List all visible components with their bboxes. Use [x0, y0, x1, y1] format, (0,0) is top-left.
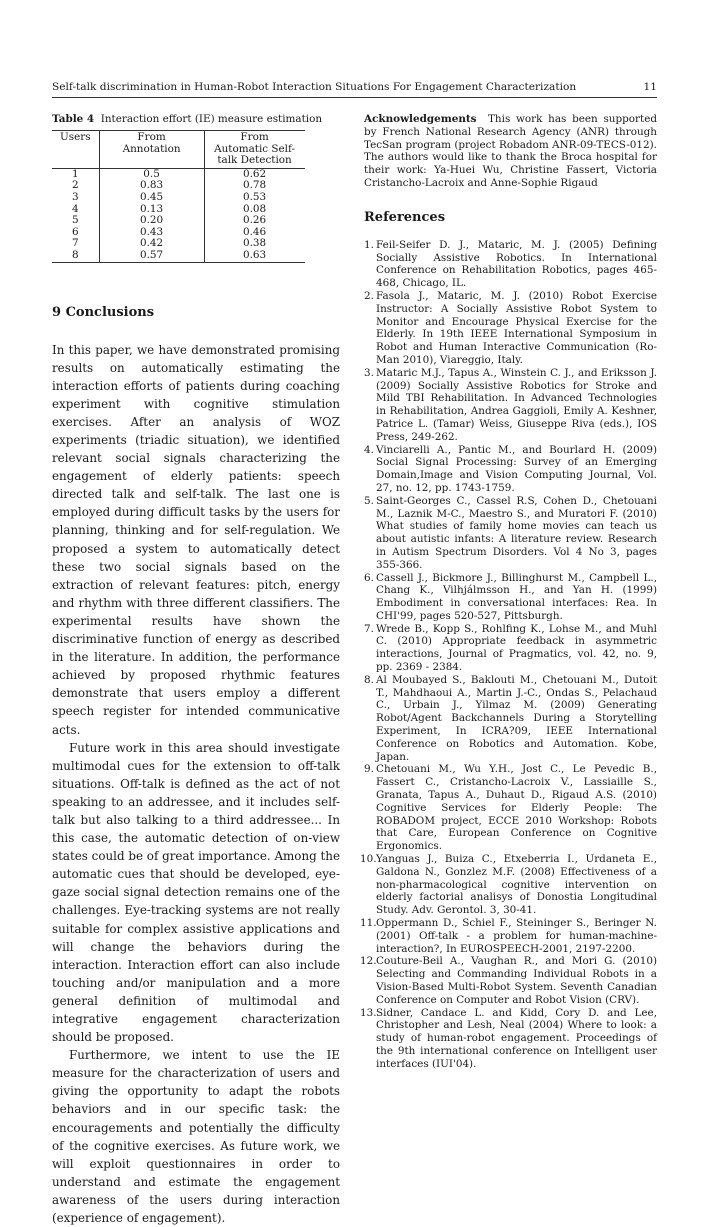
- table-cell: 0.43: [99, 227, 204, 239]
- running-header: [52, 80, 657, 96]
- reference-number: 9.: [364, 763, 374, 776]
- acknowledgements-heading: Acknowledgements: [364, 113, 477, 125]
- reference-item: [364, 623, 657, 674]
- reference-item: [364, 495, 657, 572]
- table-cell: 0.57: [99, 250, 204, 262]
- table-cell: 0.46: [242, 225, 267, 238]
- reference-number: 3.: [364, 366, 374, 379]
- reference-item: [364, 444, 657, 495]
- table-cell: 0.63: [204, 250, 305, 262]
- col-header-automatic: From Automatic Self-talk Detection: [204, 131, 305, 169]
- reference-text: Fasola J., Mataric, M. J. (2010) Robot Exercise Instructor: A Socially Assistive Robot System to Monitor and Encourage Physical Exercise for the Elderly. In 19th IEEE International Symposium in Robot and Human Interactive Communication (Ro-Man 2010), Viareggio, Italy.: [376, 289, 657, 366]
- reference-number: 1.: [364, 238, 374, 251]
- acknowledgements-text: This work has been supported by French National Research Agency (ANR) through TecSan program (project Robadom ANR-09-TECS-012). The authors would like to thank the Broca hospital for their work: Ya-Huei Wu, Christine Fassert, Victoria Cristancho-Lacroix and Anne-Sophie Rigaud: [364, 113, 657, 189]
- table-row: [52, 192, 305, 204]
- reference-text: Oppermann D., Schiel F., Steininger S., Beringer N. (2001) Off-talk - a problem for human-machine-interaction?, In EUROSPEECH-2001, 2197-2200.: [376, 917, 657, 955]
- reference-number: 8.: [364, 673, 374, 686]
- reference-item: [364, 239, 657, 290]
- table-cell: 1: [52, 168, 99, 180]
- reference-text: Vinciarelli A., Pantic M., and Bourlard H. (2009) Social Signal Processing: Survey of an Emerging Domain,Image and Vision Computing Journal, Vol. 27, no. 12, pp. 1743-1759.: [376, 443, 657, 494]
- table-cell: 0.38: [242, 237, 267, 250]
- table-cell: 0.13: [99, 204, 204, 216]
- reference-number: 11.: [360, 917, 377, 930]
- conclusions-paragraph-3: Furthermore, we intent to use the IE measure for the characterization of users and giving the opportunity to adapt the robots behaviors and in our specific task: the encouragements and potentially the difficulty of the cognitive exercises. As future work, we will exploit questionnaires in order to understand and estimate the engagement awareness of the users during interaction (experience of engagement).: [52, 1048, 340, 1226]
- col-header-users: Users: [52, 131, 99, 169]
- reference-text: Sidner, Candace L. and Kidd, Cory D. and Lee, Christopher and Lesh, Neal (2004) Where to look: a study of human-robot engagement. Proceedings of the 9th international conference on Intelligent user interfaces (IUI'04).: [376, 1006, 657, 1070]
- table-cell: 3: [52, 192, 99, 204]
- table-row: [52, 250, 305, 262]
- reference-item: [360, 955, 657, 1006]
- table-cell: 0.53: [242, 190, 267, 203]
- table-cell: 0.45: [99, 192, 204, 204]
- ie-table: [52, 130, 305, 263]
- page-number: 11: [643, 81, 657, 93]
- table-cell: 0.5: [99, 168, 204, 180]
- reference-number: 13.: [360, 1006, 377, 1019]
- table-row: [52, 227, 305, 239]
- table-cell: 0.26: [242, 214, 267, 227]
- table-caption-text: Interaction effort (IE) measure estimation: [100, 113, 323, 125]
- table-cell: 6: [52, 227, 99, 239]
- reference-list: [360, 238, 657, 1071]
- references-heading: References: [364, 209, 446, 225]
- reference-text: Chetouani M., Wu Y.H., Jost C., Le Pevedic B., Fassert C., Cristancho-Lacroix V., Lassiaille S., Granata, Tapus A., Duhaut D., Rigaud A.S. (2010) Cognitive Services for Elderly People: The ROBADOM project, ECCE 2010 Workshop: Robots that Care, European Conference on Cognitive Ergonomics.: [376, 763, 657, 853]
- reference-number: 10.: [360, 853, 377, 866]
- table-cell: 0.08: [242, 202, 267, 215]
- right-column: [360, 113, 657, 1071]
- reference-item: [360, 853, 657, 917]
- table-cell: 8: [52, 250, 99, 262]
- reference-number: 2.: [364, 289, 374, 302]
- reference-item: [364, 290, 657, 367]
- reference-number: 6.: [364, 571, 374, 584]
- reference-number: 4.: [364, 443, 374, 456]
- table-row: [52, 238, 305, 250]
- reference-item: [364, 674, 657, 764]
- conclusions-heading: 9 Conclusions: [52, 304, 155, 320]
- reference-text: Cassell J., Bickmore J., Billinghurst M., Campbell L., Chang K., Vilhjálmsson H., and Yan H. (1999) Embodiment in conversational interfaces: Rea. In CHI'99, pages 520-527, Pittsburgh.: [376, 571, 657, 622]
- header-rule: [52, 97, 657, 98]
- table-cell: 5: [52, 215, 99, 227]
- reference-text: Yanguas J., Buiza C., Etxeberria I., Urdaneta E., Galdona N., Gonzlez M.F. (2008) Effectiveness of a non-pharmacological cognitive intervention on elderly factorial analisys of Donostia Longitudinal Study. Adv. Gerontol. 3, 30-41.: [376, 853, 657, 917]
- reference-number: 12.: [360, 955, 377, 968]
- reference-text: Wrede B., Kopp S., Rohlfing K., Lohse M., and Muhl C. (2010) Appropriate feedback in asymmetric interactions, Journal of Pragmatics, vol. 42, no. 9, pp. 2369 - 2384.: [376, 622, 657, 674]
- reference-text: Couture-Beil A., Vaughan R., and Mori G. (2010) Selecting and Commanding Individual Robots in a Vision-Based Multi-Robot System. Seventh Canadian Conference on Computer and Robot Vision (CRV).: [376, 955, 657, 1006]
- left-column: [52, 113, 340, 1227]
- table-row: [52, 215, 305, 227]
- table-cell: 0.20: [99, 215, 204, 227]
- conclusions-paragraph-2: Future work in this area should investigate multimodal cues for the extension to off-talk situations. Off-talk is defined as the act of not speaking to an addressee, and it includes self-talk but also talking to a third addressee... In this case, the automatic detection of on-view states could be of great importance. Among the automatic cues that should be developed, eye-gaze social signal detection remains one of the challenges. Eye-tracking systems are not really suitable for complex assistive applications and will change the behaviors during the interaction. Interaction effort can also include touching and/or manipulation and a more general definition of multimodal and integrative engagement characterization should be proposed.: [52, 740, 340, 1045]
- col-header-annotation: From Annotation: [99, 131, 204, 169]
- reference-number: 5.: [364, 494, 374, 507]
- reference-item: [360, 917, 657, 955]
- table-caption: [52, 113, 340, 126]
- table-row: [52, 168, 305, 180]
- table-header-row: [52, 131, 305, 169]
- reference-text: Mataric M.J., Tapus A., Winstein C. J., and Eriksson J. (2009) Socially Assistive Robotics for Stroke and Mild TBI Rehabilitation. In Advanced Technologies in Rehabilitation, Andrea Gaggioli, Emily A. Keshner, Patrice L. (Tamar) Weiss, Giuseppe Riva (eds.), IOS Press, 249-262.: [376, 366, 657, 443]
- reference-text: Feil-Seifer D. J., Mataric, M. J. (2005) Defining Socially Assistive Robotics. In International Conference on Rehabilitation Robotics, pages 465-468, Chicago, IL.: [376, 238, 657, 290]
- reference-text: Al Moubayed S., Baklouti M., Chetouani M., Dutoit T., Mahdhaoui A., Martin J.-C., Ondas S., Pelachaud C., Urbain J., Yilmaz M. (2009) Generating Robot/Agent Backchannels During a Storytelling Experiment, In ICRA?09, IEEE International Conference on Robotics and Automation. Kobe, Japan.: [376, 673, 657, 763]
- reference-item: [364, 367, 657, 444]
- running-title: Self-talk discrimination in Human-Robot Interaction Situations For Engagement Characterization: [52, 81, 577, 93]
- table-row: [52, 204, 305, 216]
- reference-item: [364, 763, 657, 853]
- acknowledgements: [364, 113, 657, 190]
- table-cell: 4: [52, 204, 99, 216]
- table-cell: 0.42: [99, 238, 204, 250]
- table-cell: 0.62: [242, 167, 267, 180]
- table-cell: 0.83: [99, 180, 204, 192]
- table-label: Table 4: [52, 113, 95, 125]
- reference-text: Saint-Georges C., Cassel R.S, Cohen D., Chetouani M., Laznik M-C., Maestro S., and Muratori F. (2010) What studies of family home movies can teach us about autistic infants: A literature review. Research in Autism Spectrum Disorders. Vol 4 No 3, pages 355-366.: [376, 494, 657, 571]
- reference-item: [360, 1006, 657, 1071]
- reference-number: 7.: [364, 622, 374, 635]
- table-cell: 7: [52, 238, 99, 250]
- table-cell: 2: [52, 180, 99, 192]
- table-row: [52, 180, 305, 192]
- reference-item: [364, 572, 657, 623]
- conclusions-paragraph-1: In this paper, we have demonstrated promising results on automatically estimating the interaction efforts of patients during coaching experiment with cognitive stimulation exercises. After an analysis of WOZ experiments (triadic situation), we identified relevant social signals characterizing the engagement of elderly patients: speech directed talk and self-talk. The last one is employed during difficult tasks by the users for planning, thinking and for self-regulation. We proposed a system to automatically detect these two social signals based on the extraction of relevant features: pitch, energy and rhythm with three different classifiers. The experimental results have shown the discriminative function of energy as described in the literature. In addition, the performance achieved by proposed rhythmic features demonstrate that users employ a different speech register for intended communicative acts.: [52, 342, 340, 737]
- table-cell: 0.78: [242, 179, 267, 192]
